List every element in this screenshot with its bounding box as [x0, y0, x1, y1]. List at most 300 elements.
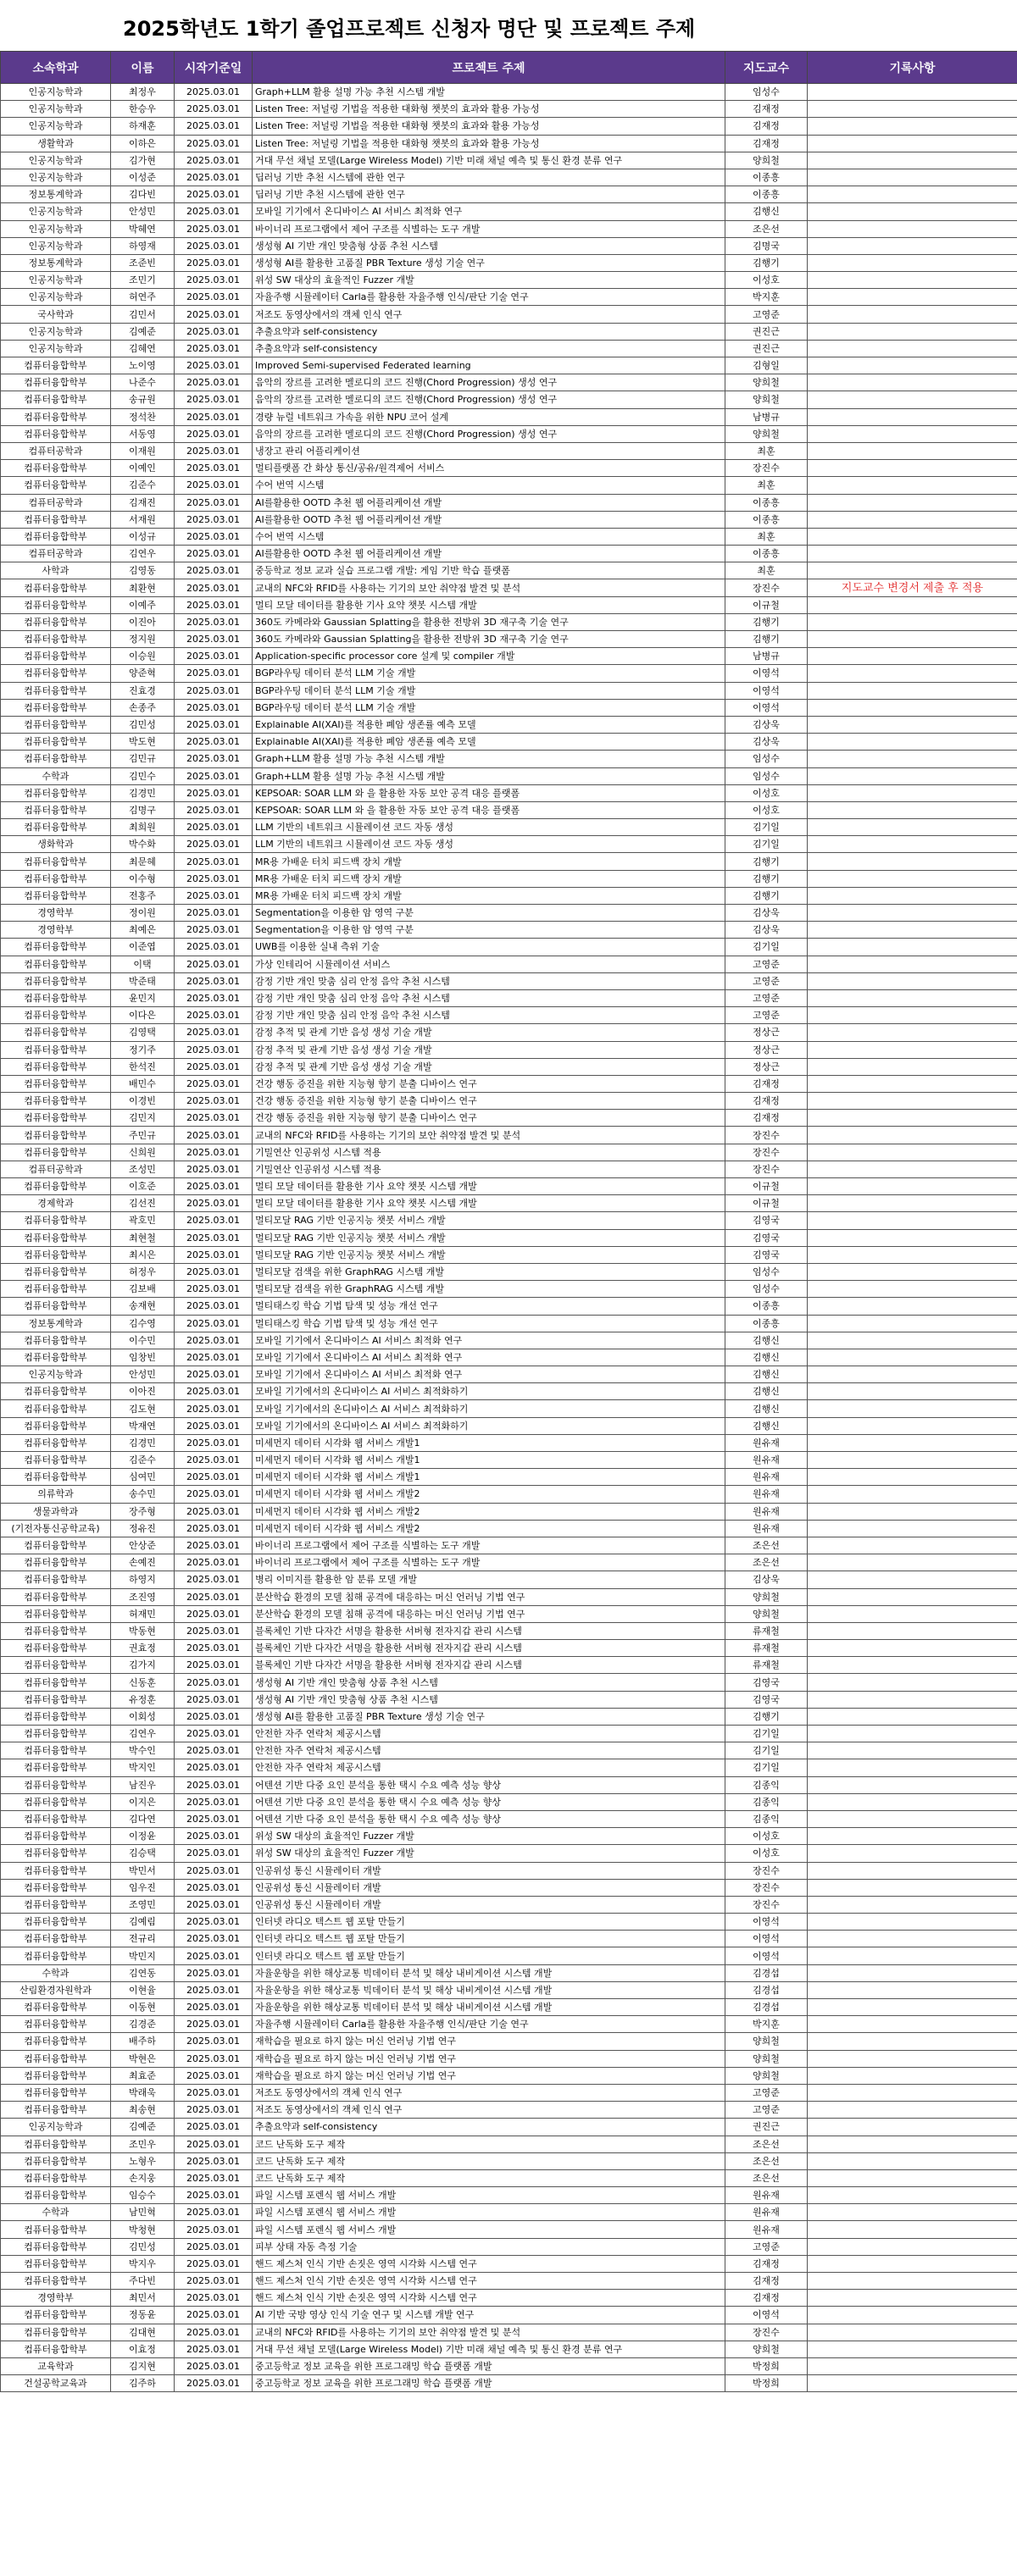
cell-project-topic: Segmentation을 이용한 암 영역 구분 [253, 905, 725, 922]
table-row [1, 1127, 1017, 1144]
cell-notes [808, 2221, 1017, 2238]
cell-advisor: 김상욱 [725, 922, 808, 939]
cell-advisor: 이종흥 [725, 1315, 808, 1332]
cell-department: 컴퓨터융합학부 [1, 1229, 111, 1246]
cell-advisor: 김재정 [725, 1110, 808, 1127]
cell-notes [808, 2307, 1017, 2324]
cell-notes [808, 784, 1017, 801]
table-row [1, 1093, 1017, 1110]
cell-project-topic: 안전한 자주 연락처 제공시스템 [253, 1726, 725, 1742]
header-project-topic: 프로젝트 주제 [253, 52, 725, 84]
cell-department: 컴퓨터융합학부 [1, 2033, 111, 2050]
cell-department: 컴퓨터융합학부 [1, 1110, 111, 1127]
table-row [1, 1862, 1017, 1879]
cell-name: 이재원 [111, 442, 175, 459]
cell-department: 컴퓨터융합학부 [1, 734, 111, 751]
cell-advisor: 원유재 [725, 2221, 808, 2238]
cell-advisor: 임성수 [725, 1281, 808, 1298]
cell-notes [808, 2169, 1017, 2186]
cell-start-date: 2025.03.01 [175, 442, 253, 459]
cell-notes [808, 323, 1017, 340]
cell-start-date: 2025.03.01 [175, 169, 253, 186]
cell-name: 김승택 [111, 1845, 175, 1862]
cell-notes [808, 169, 1017, 186]
cell-project-topic: 재학습을 필요로 하지 않는 머신 언러닝 기법 연구 [253, 2033, 725, 2050]
cell-start-date: 2025.03.01 [175, 1400, 253, 1417]
cell-notes [808, 1246, 1017, 1263]
cell-advisor: 조은선 [725, 1537, 808, 1554]
cell-department: 컴퓨터융합학부 [1, 648, 111, 665]
cell-department: 컴퓨터융합학부 [1, 1075, 111, 1092]
cell-department: 컴퓨터융합학부 [1, 956, 111, 972]
cell-name: 조성민 [111, 1161, 175, 1177]
cell-start-date: 2025.03.01 [175, 2221, 253, 2238]
cell-department: 컴퓨터융합학부 [1, 1914, 111, 1931]
header-notes: 기록사항 [808, 52, 1017, 84]
table-row [1, 1947, 1017, 1964]
cell-advisor: 남병규 [725, 408, 808, 425]
cell-advisor: 고영준 [725, 2102, 808, 2119]
cell-advisor: 박정희 [725, 2375, 808, 2392]
cell-project-topic: 모바일 기기에서 온디바이스 AI 서비스 최적화 연구 [253, 203, 725, 220]
table-row [1, 1263, 1017, 1280]
cell-name: 최효준 [111, 2067, 175, 2084]
cell-notes [808, 2290, 1017, 2307]
cell-name: 김다빈 [111, 186, 175, 203]
cell-advisor: 김행신 [725, 1332, 808, 1349]
cell-department: 인공지능학과 [1, 1366, 111, 1383]
cell-start-date: 2025.03.01 [175, 494, 253, 511]
cell-name: 신동훈 [111, 1674, 175, 1691]
cell-advisor: 이종흥 [725, 169, 808, 186]
table-row [1, 1520, 1017, 1537]
cell-project-topic: 자율운항을 위한 해상교통 빅데이터 분석 및 해상 내비게이션 시스템 개발 [253, 1999, 725, 2016]
cell-name: 송재현 [111, 1298, 175, 1315]
cell-start-date: 2025.03.01 [175, 716, 253, 733]
cell-department: 컴퓨터공학과 [1, 494, 111, 511]
table-row [1, 613, 1017, 630]
cell-notes [808, 1332, 1017, 1349]
cell-project-topic: 저조도 동영상에서의 객체 인식 연구 [253, 2084, 725, 2101]
cell-start-date: 2025.03.01 [175, 1931, 253, 1947]
table-row [1, 2357, 1017, 2374]
cell-department: 수학과 [1, 767, 111, 784]
cell-start-date: 2025.03.01 [175, 2050, 253, 2067]
cell-advisor: 김종익 [725, 1810, 808, 1827]
cell-notes [808, 511, 1017, 528]
cell-name: 김민성 [111, 2238, 175, 2255]
table-row [1, 1161, 1017, 1177]
document-title: 2025학년도 1학기 졸업프로젝트 신청자 명단 및 프로젝트 주제 [123, 17, 696, 41]
table-row [1, 1708, 1017, 1725]
cell-start-date: 2025.03.01 [175, 2204, 253, 2221]
table-row [1, 2187, 1017, 2204]
table-row [1, 579, 1017, 596]
cell-advisor: 김재정 [725, 101, 808, 118]
cell-start-date: 2025.03.01 [175, 340, 253, 357]
cell-notes [808, 2357, 1017, 2374]
cell-project-topic: 모바일 기기에서의 온디바이스 AI 서비스 최적화하기 [253, 1417, 725, 1434]
cell-department: 컴퓨터융합학부 [1, 1674, 111, 1691]
cell-project-topic: AI를활용한 OOTD 추천 웹 어플리케이션 개발 [253, 511, 725, 528]
table-row [1, 1075, 1017, 1092]
cell-department: 컴퓨터융합학부 [1, 2152, 111, 2169]
table-row [1, 1726, 1017, 1742]
cell-notes [808, 1434, 1017, 1451]
cell-notes [808, 1469, 1017, 1486]
table-row [1, 1144, 1017, 1161]
cell-name: 김예준 [111, 2119, 175, 2136]
cell-project-topic: 360도 카메라와 Gaussian Splatting을 활용한 전방위 3D 재구축 기술 연구 [253, 631, 725, 648]
cell-department: 인공지능학과 [1, 272, 111, 289]
table-row [1, 1281, 1017, 1298]
cell-notes [808, 1110, 1017, 1127]
cell-start-date: 2025.03.01 [175, 2341, 253, 2357]
cell-name: 권효정 [111, 1640, 175, 1657]
cell-name: 김예림 [111, 1914, 175, 1931]
cell-name: 안상준 [111, 1537, 175, 1554]
cell-name: 김민규 [111, 751, 175, 767]
cell-project-topic: 파일 시스템 포렌식 웹 서비스 개발 [253, 2221, 725, 2238]
cell-advisor: 김행기 [725, 1708, 808, 1725]
cell-name: 전홍주 [111, 887, 175, 904]
cell-start-date: 2025.03.01 [175, 2067, 253, 2084]
cell-project-topic: 추출요약과 self-consistency [253, 340, 725, 357]
cell-name: 최현철 [111, 1229, 175, 1246]
cell-start-date: 2025.03.01 [175, 939, 253, 956]
cell-start-date: 2025.03.01 [175, 289, 253, 306]
cell-project-topic: 미세먼지 데이터 시각화 웹 서비스 개발1 [253, 1452, 725, 1469]
cell-name: 남민혁 [111, 2204, 175, 2221]
cell-advisor: 김명국 [725, 237, 808, 254]
cell-advisor: 정상근 [725, 1024, 808, 1041]
cell-name: 최희원 [111, 819, 175, 836]
cell-project-topic: 건강 행동 증진을 위한 지능형 향기 분출 디바이스 연구 [253, 1075, 725, 1092]
table-row [1, 306, 1017, 323]
table-row [1, 853, 1017, 870]
cell-department: 생활학과 [1, 135, 111, 152]
cell-start-date: 2025.03.01 [175, 152, 253, 169]
cell-project-topic: 분산학습 환경의 모델 침해 공격에 대응하는 머신 언러닝 기법 연구 [253, 1588, 725, 1605]
cell-start-date: 2025.03.01 [175, 1298, 253, 1315]
cell-project-topic: MR용 가배운 터치 피드백 장치 개발 [253, 887, 725, 904]
cell-notes [808, 1862, 1017, 1879]
cell-start-date: 2025.03.01 [175, 1879, 253, 1896]
cell-project-topic: 360도 카메라와 Gaussian Splatting을 활용한 전방위 3D 재구축 기술 연구 [253, 613, 725, 630]
cell-advisor: 이규철 [725, 1195, 808, 1212]
cell-project-topic: 인공위성 통신 시뮬레이터 개발 [253, 1896, 725, 1913]
cell-department: 컴퓨터융합학부 [1, 2102, 111, 2119]
cell-start-date: 2025.03.01 [175, 357, 253, 374]
cell-start-date: 2025.03.01 [175, 1622, 253, 1639]
cell-advisor: 장진수 [725, 1862, 808, 1879]
cell-department: 컴퓨터융합학부 [1, 613, 111, 630]
cell-start-date: 2025.03.01 [175, 460, 253, 477]
table-row [1, 784, 1017, 801]
cell-start-date: 2025.03.01 [175, 905, 253, 922]
cell-project-topic: 블록체인 기반 다자간 서명을 활용한 서버형 전자지갑 관리 시스템 [253, 1622, 725, 1639]
table-row [1, 2084, 1017, 2101]
cell-advisor: 박지훈 [725, 289, 808, 306]
cell-department: 인공지능학과 [1, 169, 111, 186]
cell-department: 컴퓨터융합학부 [1, 939, 111, 956]
cell-notes [808, 237, 1017, 254]
cell-department: 인공지능학과 [1, 101, 111, 118]
table-row [1, 2102, 1017, 2119]
cell-start-date: 2025.03.01 [175, 1896, 253, 1913]
cell-notes [808, 2067, 1017, 2084]
table-row [1, 1896, 1017, 1913]
cell-advisor: 김재정 [725, 1093, 808, 1110]
cell-start-date: 2025.03.01 [175, 1759, 253, 1776]
cell-project-topic: 모바일 기기에서 온디바이스 AI 서비스 최적화 연구 [253, 1349, 725, 1366]
cell-project-topic: 추출요약과 self-consistency [253, 323, 725, 340]
cell-department: 컴퓨터융합학부 [1, 528, 111, 545]
cell-notes [808, 1212, 1017, 1229]
cell-name: 김영택 [111, 1024, 175, 1041]
cell-advisor: 임성수 [725, 751, 808, 767]
cell-start-date: 2025.03.01 [175, 1726, 253, 1742]
cell-notes [808, 596, 1017, 613]
cell-project-topic: Explainable AI(XAI)를 적용한 폐암 생존률 예측 모델 [253, 716, 725, 733]
cell-advisor: 임성수 [725, 84, 808, 101]
cell-name: 이수민 [111, 1332, 175, 1349]
cell-start-date: 2025.03.01 [175, 887, 253, 904]
cell-start-date: 2025.03.01 [175, 1999, 253, 2016]
cell-department: 컴퓨터융합학부 [1, 1810, 111, 1827]
header-department: 소속학과 [1, 52, 111, 84]
cell-start-date: 2025.03.01 [175, 1058, 253, 1075]
cell-project-topic: 중고등학교 정보 교육을 위한 프로그래밍 학습 플랫폼 개발 [253, 2375, 725, 2392]
cell-advisor: 조은선 [725, 2169, 808, 2186]
cell-project-topic: 위성 SW 대상의 효율적인 Fuzzer 개발 [253, 1828, 725, 1845]
cell-name: 진효경 [111, 682, 175, 699]
cell-name: 김보배 [111, 1281, 175, 1298]
cell-department: 컴퓨터융합학부 [1, 1434, 111, 1451]
cell-notes [808, 2375, 1017, 2392]
cell-notes [808, 1931, 1017, 1947]
cell-notes [808, 118, 1017, 135]
cell-advisor: 김영국 [725, 1691, 808, 1708]
table-row [1, 1999, 1017, 2016]
table-row [1, 2119, 1017, 2136]
cell-project-topic: 교내의 NFC와 RFID를 사용하는 기기의 보안 취약점 발견 및 분석 [253, 579, 725, 596]
cell-project-topic: 핸드 제스처 인식 기반 손짓은 영역 시각화 시스템 연구 [253, 2273, 725, 2290]
cell-start-date: 2025.03.01 [175, 186, 253, 203]
cell-department: 컴퓨터융합학부 [1, 1469, 111, 1486]
cell-name: 박민지 [111, 1947, 175, 1964]
cell-name: 이진아 [111, 613, 175, 630]
cell-project-topic: 기밀연산 인공위성 시스템 적용 [253, 1161, 725, 1177]
cell-start-date: 2025.03.01 [175, 1434, 253, 1451]
table-row [1, 562, 1017, 579]
cell-start-date: 2025.03.01 [175, 1452, 253, 1469]
cell-department: 컴퓨터융합학부 [1, 2169, 111, 2186]
cell-notes [808, 391, 1017, 408]
cell-advisor: 조은선 [725, 220, 808, 237]
cell-notes [808, 1554, 1017, 1571]
table-row [1, 2204, 1017, 2221]
cell-notes [808, 2255, 1017, 2272]
cell-start-date: 2025.03.01 [175, 1007, 253, 1024]
cell-start-date: 2025.03.01 [175, 922, 253, 939]
cell-name: 김선진 [111, 1195, 175, 1212]
cell-notes [808, 1674, 1017, 1691]
cell-project-topic: 자율운항을 위한 해상교통 빅데이터 분석 및 해상 내비게이션 시스템 개발 [253, 1964, 725, 1981]
cell-department: 컴퓨터융합학부 [1, 819, 111, 836]
cell-start-date: 2025.03.01 [175, 1281, 253, 1298]
cell-department: 컴퓨터융합학부 [1, 2050, 111, 2067]
cell-project-topic: 기밀연산 인공위성 시스템 적용 [253, 1144, 725, 1161]
cell-advisor: 김상욱 [725, 1571, 808, 1588]
cell-project-topic: 미세먼지 데이터 시각화 웹 서비스 개발2 [253, 1503, 725, 1520]
cell-department: 컴퓨터융합학부 [1, 1622, 111, 1639]
cell-name: 박지우 [111, 2255, 175, 2272]
cell-department: 컴퓨터융합학부 [1, 1452, 111, 1469]
cell-name: 김민서 [111, 306, 175, 323]
cell-name: 박준태 [111, 972, 175, 989]
cell-name: 이정윤 [111, 1828, 175, 1845]
cell-department: 컴퓨터융합학부 [1, 2221, 111, 2238]
cell-department: 컴퓨터융합학부 [1, 989, 111, 1006]
cell-name: 박혜연 [111, 220, 175, 237]
cell-start-date: 2025.03.01 [175, 734, 253, 751]
cell-start-date: 2025.03.01 [175, 511, 253, 528]
cell-advisor: 양희철 [725, 1588, 808, 1605]
cell-notes [808, 1571, 1017, 1588]
cell-start-date: 2025.03.01 [175, 1315, 253, 1332]
cell-advisor: 고영준 [725, 2238, 808, 2255]
cell-name: 안성민 [111, 1366, 175, 1383]
cell-department: 컴퓨터공학과 [1, 1161, 111, 1177]
cell-project-topic: 경량 뉴럴 네트워크 가속을 위한 NPU 코어 설계 [253, 408, 725, 425]
cell-department: 컴퓨터융합학부 [1, 1845, 111, 1862]
cell-start-date: 2025.03.01 [175, 562, 253, 579]
cell-notes [808, 1640, 1017, 1657]
cell-start-date: 2025.03.01 [175, 1110, 253, 1127]
cell-notes [808, 425, 1017, 442]
cell-advisor: 이성호 [725, 1828, 808, 1845]
cell-advisor: 양희철 [725, 152, 808, 169]
table-row [1, 442, 1017, 459]
cell-project-topic: 중등학교 정보 교과 실습 프로그램 개발: 게임 기반 학습 플랫폼 [253, 562, 725, 579]
cell-project-topic: 모바일 기기에서의 온디바이스 AI 서비스 최적화하기 [253, 1383, 725, 1400]
cell-department: 컴퓨터융합학부 [1, 596, 111, 613]
cell-name: 정지원 [111, 631, 175, 648]
cell-notes [808, 1657, 1017, 1674]
cell-notes [808, 1879, 1017, 1896]
cell-name: 김예준 [111, 323, 175, 340]
table-row [1, 1793, 1017, 1810]
cell-department: (기전자통신공학교육) [1, 1520, 111, 1537]
cell-advisor: 고영준 [725, 306, 808, 323]
cell-project-topic: 멀티모달 RAG 기반 인공지능 챗봇 서비스 개발 [253, 1246, 725, 1263]
cell-start-date: 2025.03.01 [175, 665, 253, 682]
cell-start-date: 2025.03.01 [175, 1503, 253, 1520]
cell-notes [808, 1964, 1017, 1981]
cell-project-topic: 멀티 모달 데이터를 활용한 기사 요약 챗봇 시스템 개발 [253, 1178, 725, 1195]
cell-name: 조준빈 [111, 254, 175, 271]
cell-name: 조영민 [111, 1896, 175, 1913]
cell-department: 컴퓨터융합학부 [1, 511, 111, 528]
cell-name: 박민서 [111, 1862, 175, 1879]
cell-department: 컴퓨터융합학부 [1, 1554, 111, 1571]
cell-notes [808, 1315, 1017, 1332]
cell-advisor: 원유재 [725, 1452, 808, 1469]
cell-start-date: 2025.03.01 [175, 1246, 253, 1263]
cell-notes [808, 2324, 1017, 2341]
table-row [1, 460, 1017, 477]
cell-department: 컴퓨터융합학부 [1, 853, 111, 870]
cell-start-date: 2025.03.01 [175, 237, 253, 254]
cell-name: 김지현 [111, 2357, 175, 2374]
cell-start-date: 2025.03.01 [175, 2290, 253, 2307]
table-row [1, 1914, 1017, 1931]
cell-project-topic: Listen Tree: 저널링 기법을 적용한 대화형 챗봇의 효과와 활용 가능성 [253, 118, 725, 135]
table-row [1, 2307, 1017, 2324]
cell-name: 전규리 [111, 1931, 175, 1947]
cell-notes [808, 2204, 1017, 2221]
cell-start-date: 2025.03.01 [175, 1075, 253, 1092]
cell-name: 한석진 [111, 1058, 175, 1075]
cell-name: 김준수 [111, 477, 175, 494]
cell-advisor: 김기일 [725, 1759, 808, 1776]
cell-project-topic: 멀티태스킹 학습 기법 탐색 및 성능 개선 연구 [253, 1298, 725, 1315]
cell-name: 곽호민 [111, 1212, 175, 1229]
cell-department: 컴퓨터융합학부 [1, 1178, 111, 1195]
cell-notes [808, 374, 1017, 391]
table-row [1, 118, 1017, 135]
cell-notes [808, 1845, 1017, 1862]
cell-department: 컴퓨터융합학부 [1, 2136, 111, 2152]
cell-start-date: 2025.03.01 [175, 784, 253, 801]
table-row [1, 1845, 1017, 1862]
cell-department: 컴퓨터융합학부 [1, 1417, 111, 1434]
cell-start-date: 2025.03.01 [175, 2084, 253, 2101]
cell-start-date: 2025.03.01 [175, 528, 253, 545]
table-row [1, 1810, 1017, 1827]
table-row [1, 186, 1017, 203]
table-row [1, 1058, 1017, 1075]
table-row [1, 408, 1017, 425]
cell-project-topic: Explainable AI(XAI)를 적용한 폐암 생존률 예측 모델 [253, 734, 725, 751]
cell-department: 컴퓨터융합학부 [1, 2307, 111, 2324]
cell-advisor: 김영국 [725, 1674, 808, 1691]
table-row [1, 1588, 1017, 1605]
cell-department: 컴퓨터융합학부 [1, 2273, 111, 2290]
table-row [1, 1229, 1017, 1246]
table-row [1, 801, 1017, 818]
cell-notes [808, 528, 1017, 545]
cell-start-date: 2025.03.01 [175, 203, 253, 220]
table-row [1, 836, 1017, 853]
cell-name: 박도현 [111, 734, 175, 751]
cell-project-topic: 인터넷 라디오 텍스트 웹 포탈 만들기 [253, 1914, 725, 1931]
cell-project-topic: 생성형 AI를 활용한 고품질 PBR Texture 생성 기술 연구 [253, 1708, 725, 1725]
cell-name: 허정우 [111, 1263, 175, 1280]
cell-department: 건설공학교육과 [1, 2375, 111, 2392]
cell-name: 김경민 [111, 784, 175, 801]
cell-department: 컴퓨터융합학부 [1, 1263, 111, 1280]
table-row [1, 169, 1017, 186]
cell-department: 인공지능학과 [1, 340, 111, 357]
cell-advisor: 김영국 [725, 1246, 808, 1263]
cell-advisor: 김상욱 [725, 716, 808, 733]
cell-notes [808, 870, 1017, 887]
cell-start-date: 2025.03.01 [175, 425, 253, 442]
cell-notes [808, 1726, 1017, 1742]
cell-department: 컴퓨터융합학부 [1, 1726, 111, 1742]
